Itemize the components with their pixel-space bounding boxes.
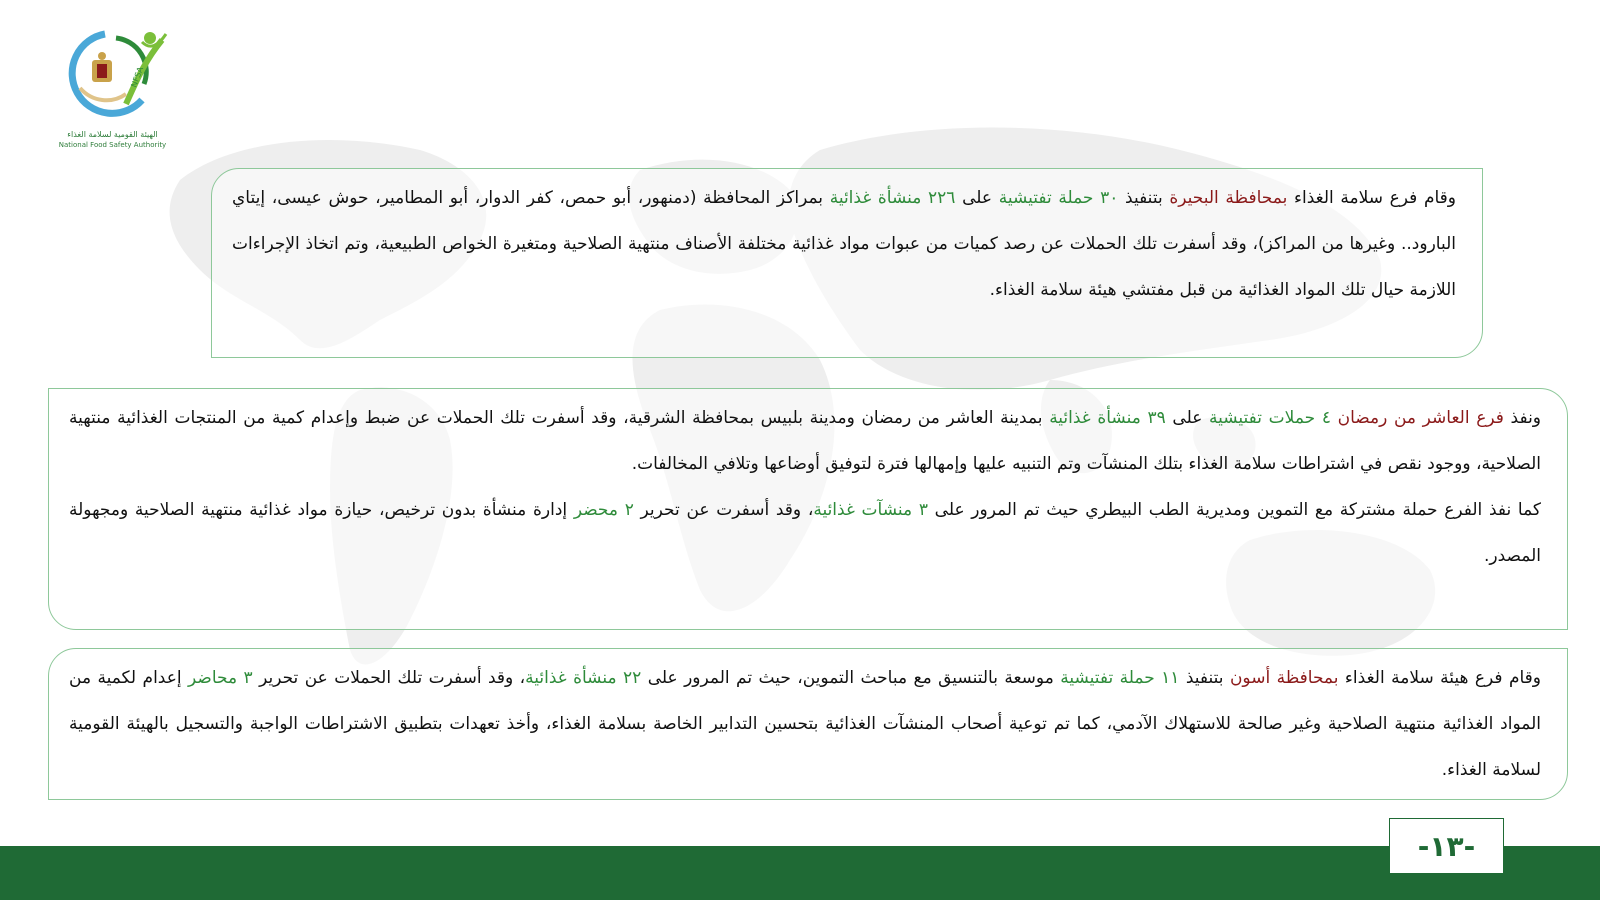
text-run: بمدينة العاشر من رمضان ومدينة بلبيس بمحافظة الشرقية، وقد أسفرت تلك الحملات عن ضبط وإعدام كمية من المنتجات الغذائية منتهية الصلاحية، ووجود نقص في اشتراطات سلامة الغذاء بتلك المنشآت وتم التنبيه عليها وإمهالها فترة لتوفيق أوضاعها وتلافي المخالفات. xyxy=(69,408,1541,474)
highlight-reports: ٢ محضر xyxy=(573,500,634,520)
highlight-facilities: ٣٩ منشأة غذائية xyxy=(1049,408,1166,428)
highlight-campaigns: ٣٠ حملة تفتيشية xyxy=(998,188,1119,208)
logo-badge: NFSA xyxy=(129,65,146,89)
text-run: على xyxy=(1165,408,1210,428)
text-run: بمراكز المحافظة (دمنهور، أبو حمص، كفر الدوار، أبو المطامير، حوش عيسى، إيتاي البارود.. وغيرها من المراكز)، وقد أسفرت تلك الحملات عن رصد كميات من عبوات مواد غذائية مختلفة الأصناف منتهية الصلاحية ومتغيرة الخواص الطبيعية، وتم اتخاذ الإجراءات اللازمة حيال تلك المواد الغذائية من قبل مفتشي هيئة سلامة الغذاء. xyxy=(232,188,1456,300)
text-run: ، وقد أسفرت تلك الحملات عن تحرير xyxy=(252,668,526,688)
section-beheira xyxy=(211,168,1483,358)
highlight-facilities: ٢٢٦ منشأة غذائية xyxy=(829,188,956,208)
text-run: ، وقد أسفرت عن تحرير xyxy=(633,500,814,520)
text-run xyxy=(1331,408,1338,428)
highlight-facilities: ٢٢ منشأة غذائية xyxy=(525,668,642,688)
section-aswan xyxy=(48,648,1568,800)
paragraph-beheira xyxy=(232,175,1456,313)
logo-arabic-name: الهيئة القومية لسلامة الغذاء xyxy=(67,130,158,139)
text-run: موسعة بالتنسيق مع مباحث التموين، حيث تم المرور على xyxy=(641,668,1061,688)
page-number: -١٣- xyxy=(1389,818,1504,874)
text-run: وقام فرع هيئة سلامة الغذاء xyxy=(1338,668,1542,688)
text-run: على xyxy=(955,188,999,208)
highlight-governorate: بمحافظة أسون xyxy=(1229,668,1339,688)
text-run: إدارة منشأة بدون ترخيص، حيازة مواد غذائية منتهية الصلاحية ومجهولة المصدر. xyxy=(69,500,1541,566)
text-run: بتنفيذ xyxy=(1118,188,1170,208)
nfsa-logo xyxy=(50,22,175,154)
text-run: إعدام لكمية من المواد الغذائية منتهية الصلاحية وغير صالحة للاستهلاك الآدمي، كما تم توعية أصحاب المنشآت الغذائية بتحسين التدابير الخاصة بسلامة الغذاء، وأخذ تعهدات بتطبيق الاشتراطات الواجبة والتسجيل بالهيئة القومية لسلامة الغذاء. xyxy=(69,668,1541,780)
section-10th-of-ramadan xyxy=(48,388,1568,630)
highlight-campaigns: ٤ حملات تفتيشية xyxy=(1209,408,1331,428)
highlight-reports: ٣ محاضر xyxy=(188,668,253,688)
nfsa-emblem-icon xyxy=(50,22,175,127)
logo-english-name: National Food Safety Authority xyxy=(58,141,167,149)
highlight-campaigns: ١١ حملة تفتيشية xyxy=(1060,668,1180,688)
paragraph-10th-of-ramadan xyxy=(69,395,1541,487)
text-run: وقام فرع سلامة الغذاء xyxy=(1287,188,1457,208)
text-run: كما نفذ الفرع حملة مشتركة مع التموين ومديرية الطب البيطري حيث تم المرور على xyxy=(927,500,1542,520)
highlight-facilities: ٣ منشآت غذائية xyxy=(813,500,928,520)
highlight-branch: فرع العاشر من رمضان xyxy=(1337,408,1504,428)
paragraph-aswan xyxy=(69,655,1541,793)
text-run: بتنفيذ xyxy=(1179,668,1230,688)
paragraph-joint-campaign xyxy=(69,487,1541,579)
footer-bar xyxy=(0,846,1600,900)
highlight-governorate: بمحافظة البحيرة xyxy=(1169,188,1288,208)
text-run: ونفذ xyxy=(1503,408,1542,428)
